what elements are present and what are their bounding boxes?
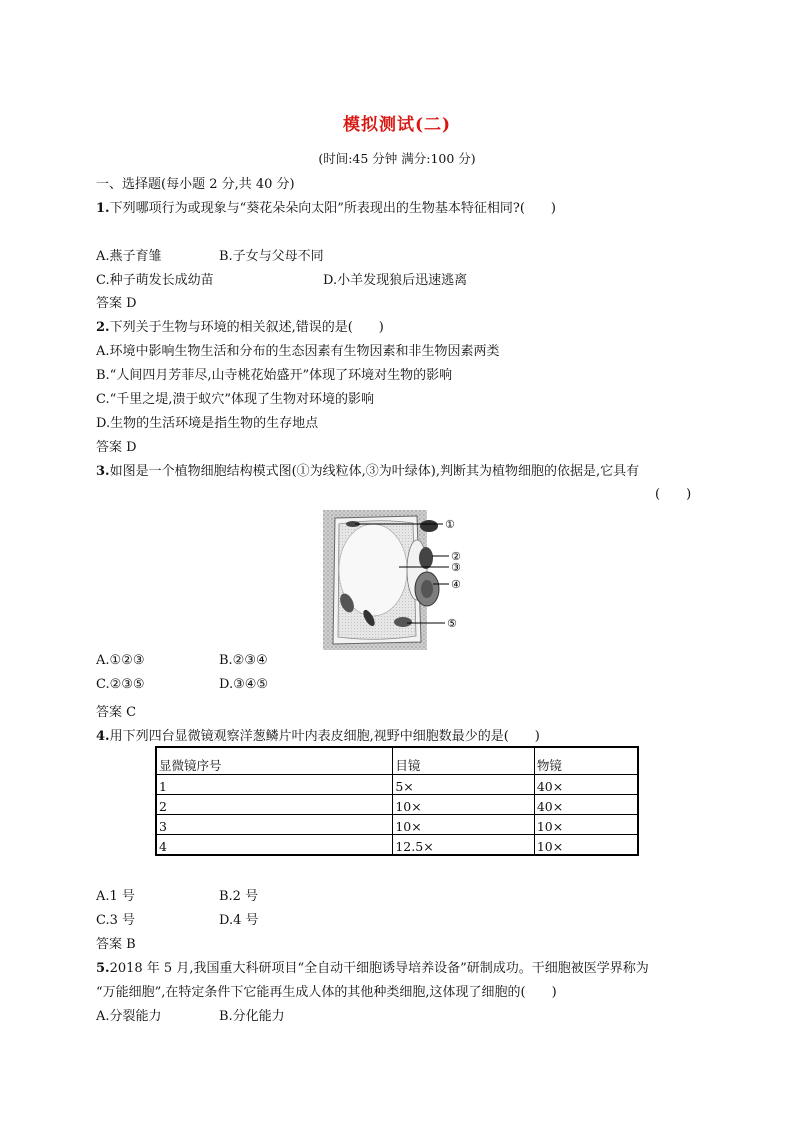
table-cell: 2 [156,795,393,815]
option-b: B.“人间四月芳菲尽,山寺桃花始盛开”体现了环境对生物的影响 [96,368,453,383]
question-1 [96,197,556,216]
question-5 [96,957,649,976]
answer: 答案 C [96,705,137,720]
option-b: B.分化能力 [219,1009,285,1024]
answer-paren: ( ) [655,487,692,502]
question-number: 1. [96,201,110,216]
question-stem: 如图是一个植物细胞结构模式图(①为线粒体,③为叶绿体),判断其为植物细胞的依据是,它具有 [109,464,640,479]
table-cell: 4 [156,835,393,856]
plant-cell-diagram [323,510,465,650]
question-2 [96,316,384,335]
table-row [156,835,638,856]
table-header: 物镜 [534,747,638,775]
option-c: C.3 号 [96,913,136,928]
label-1: ① [445,518,455,531]
question-4 [96,725,540,744]
table-cell: 3 [156,815,393,835]
question-number: 5. [96,961,110,976]
question-3 [96,460,639,479]
option-b: B.②③④ [219,653,268,668]
option-d: D.③④⑤ [219,677,269,692]
section-heading: 一、选择题(每小题 2 分,共 40 分) [96,177,295,192]
option-c: C.②③⑤ [96,677,145,692]
table-row [156,795,638,815]
option-c: C.“千里之堤,溃于蚁穴”体现了生物对环境的影响 [96,392,375,407]
label-3: ③ [451,561,461,574]
question-stem: 下列哪项行为或现象与“葵花朵朵向太阳”所表现出的生物基本特征相同?( ) [109,201,556,216]
option-a: A.①②③ [96,653,145,668]
table-cell: 10× [393,795,534,815]
table-row [156,815,638,835]
label-5: ⑤ [447,617,457,630]
table-cell: 10× [534,835,638,856]
table-cell: 10× [534,815,638,835]
table-cell: 40× [534,795,638,815]
microscope-table [155,746,639,856]
option-d: D.生物的生活环境是指生物的生存地点 [96,416,319,431]
question-stem: 用下列四台显微镜观察洋葱鳞片叶内表皮细胞,视野中细胞数最少的是( ) [109,729,540,744]
table-row [156,775,638,795]
option-d: D.小羊发现狼后迅速逃离 [323,273,468,288]
option-d: D.4 号 [219,913,259,928]
table-cell: 1 [156,775,393,795]
exam-meta: (时间:45 分钟 满分:100 分) [318,151,476,166]
table-cell: 40× [534,775,638,795]
question-stem-continued: “万能细胞”,在特定条件下它能再生成人体的其他种类细胞,这体现了细胞的( ) [96,985,557,1000]
option-a: A.燕子育雏 [96,249,162,264]
question-number: 4. [96,729,110,744]
table-cell: 10× [393,815,534,835]
option-c: C.种子萌发长成幼苗 [96,273,214,288]
question-stem: 下列关于生物与环境的相关叙述,错误的是( ) [109,320,384,335]
label-4: ④ [451,578,461,591]
answer: 答案 D [96,296,137,311]
page-title: 模拟测试(二) [342,115,452,135]
question-number: 3. [96,464,110,479]
answer: 答案 B [96,937,136,952]
table-header: 目镜 [393,747,534,775]
option-a: A.分裂能力 [96,1009,162,1024]
answer: 答案 D [96,440,137,455]
table-header: 显微镜序号 [156,747,393,775]
option-b: B.2 号 [219,889,259,904]
table-cell: 5× [393,775,534,795]
question-stem: 2018 年 5 月,我国重大科研项目“全自动干细胞诱导培养设备”研制成功。干细胞被医学界称为 [109,961,649,976]
question-number: 2. [96,320,110,335]
option-a: A.环境中影响生物生活和分布的生态因素有生物因素和非生物因素两类 [96,344,500,359]
option-a: A.1 号 [96,889,135,904]
table-cell: 12.5× [393,835,534,856]
label-2: ② [451,550,461,563]
option-b: B.子女与父母不同 [219,249,324,264]
table-header-row [156,747,638,775]
